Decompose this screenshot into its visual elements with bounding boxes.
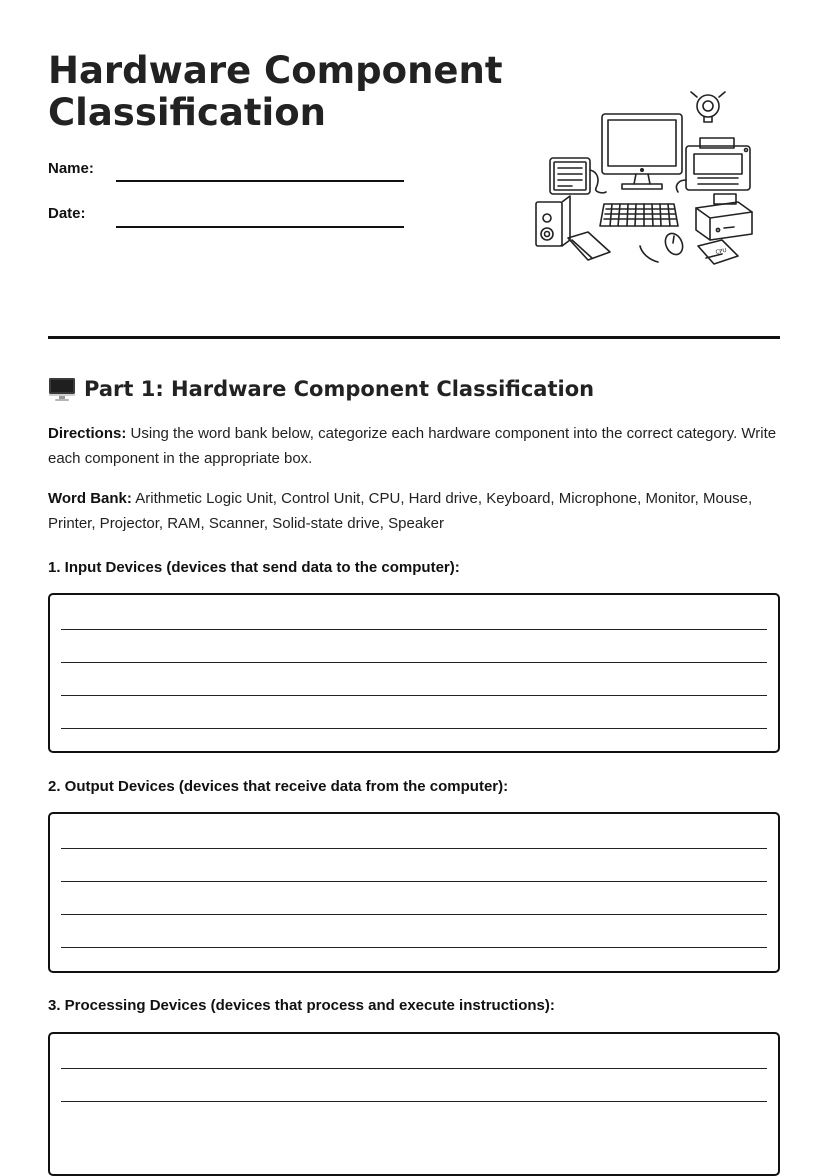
answer-line[interactable] xyxy=(61,881,767,882)
worksheet-title: Hardware Component Classification xyxy=(48,49,503,134)
answer-line[interactable] xyxy=(61,1068,767,1069)
cpu-card-label: CPU xyxy=(715,247,728,256)
computer-hardware-illustration xyxy=(528,88,760,270)
input-devices-answer-box[interactable] xyxy=(48,593,780,753)
mouse-icon xyxy=(662,231,686,258)
answer-line[interactable] xyxy=(61,1101,767,1102)
date-label: Date: xyxy=(48,205,86,222)
part1-heading xyxy=(48,374,594,404)
word-bank-text: Arithmetic Logic Unit, Control Unit, CPU, Hard drive, Keyboard, Microphone, Monitor, Mouse, Printer, Projector, RAM, Scanner, Solid-state drive, Speaker xyxy=(48,490,753,532)
output-devices-answer-box[interactable] xyxy=(48,812,780,973)
word-bank-label: Word Bank: xyxy=(48,490,132,507)
monitor-icon xyxy=(602,114,682,174)
answer-line[interactable] xyxy=(61,695,767,696)
output-devices-label: 2. Output Devices (devices that receive data from the computer): xyxy=(48,778,509,795)
answer-line[interactable] xyxy=(61,662,767,663)
directions-text: Using the word bank below, categorize each hardware component into the correct category. Write each component in the appropriate box. xyxy=(48,425,777,467)
processing-devices-label: 3. Processing Devices (devices that process and execute instructions): xyxy=(48,997,555,1014)
answer-line[interactable] xyxy=(61,629,767,630)
header-divider xyxy=(48,336,780,339)
answer-line[interactable] xyxy=(61,848,767,849)
name-label: Name: xyxy=(48,160,94,177)
desktop-computer-icon xyxy=(48,376,76,402)
input-devices-label: 1. Input Devices (devices that send data to the computer): xyxy=(48,559,460,576)
directions-label: Directions: xyxy=(48,425,127,442)
word-bank-paragraph xyxy=(48,487,780,536)
processing-devices-answer-box[interactable] xyxy=(48,1032,780,1176)
directions-paragraph xyxy=(48,422,780,471)
tower-icon xyxy=(696,202,752,240)
answer-line[interactable] xyxy=(61,914,767,915)
tablet-icon xyxy=(550,158,590,194)
answer-line[interactable] xyxy=(61,728,767,729)
webcam-icon xyxy=(697,95,719,117)
answer-line[interactable] xyxy=(61,947,767,948)
date-line[interactable] xyxy=(116,226,404,228)
part1-heading-text: Part 1: Hardware Component Classification xyxy=(84,377,595,401)
name-line[interactable] xyxy=(116,180,404,182)
